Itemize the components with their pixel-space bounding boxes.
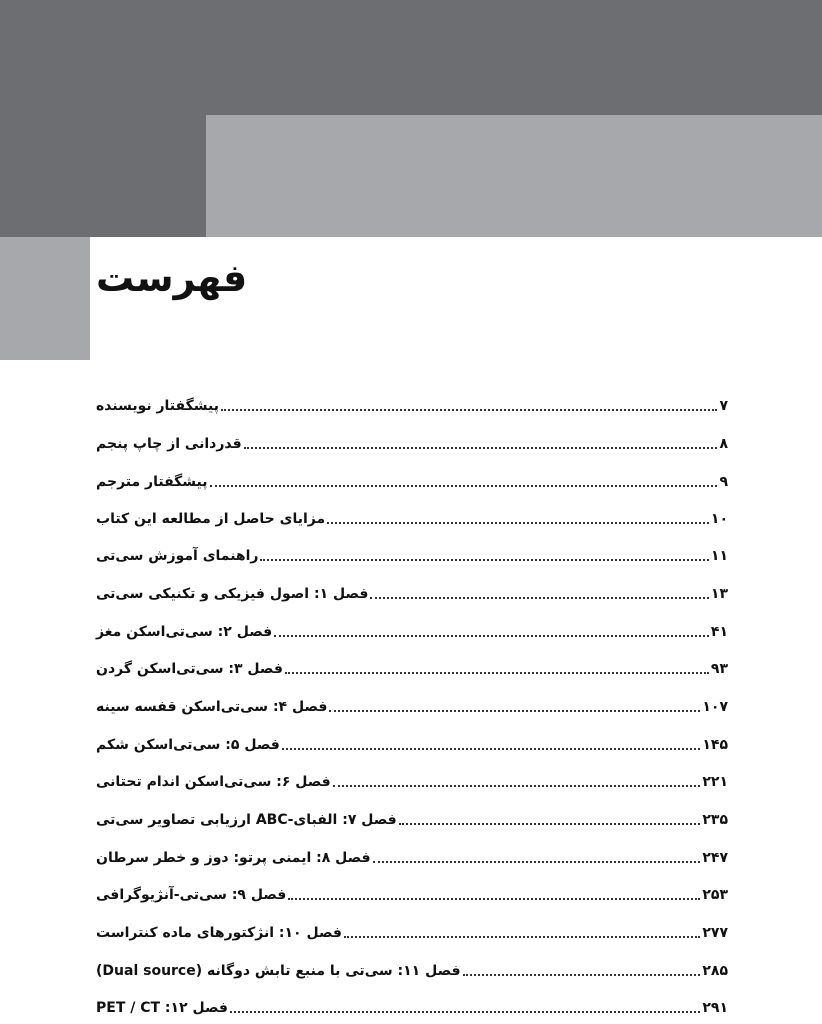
toc-page-number: ۲۹۱ (702, 1000, 728, 1016)
toc-entry-chapter-6[interactable] (96, 770, 728, 792)
toc-entry-chapter-7[interactable] (96, 808, 728, 830)
toc-page-number: ۱۴۵ (702, 737, 728, 753)
toc-entry-chapter-12[interactable] (96, 996, 728, 1018)
toc-entry-chapter-4[interactable] (96, 695, 728, 717)
toc-page-number: ۷ (719, 398, 728, 414)
toc-dot-leader (210, 485, 718, 487)
toc-entry-chapter-3[interactable] (96, 657, 728, 679)
toc-entry-title: مزایای حاصل از مطالعه این کتاب (96, 511, 326, 527)
toc-entry-title: راهنمای آموزش سی‌تی (96, 548, 259, 564)
toc-page-number: ۲۲۱ (702, 774, 728, 790)
toc-entry-acknowledgements[interactable] (96, 432, 728, 454)
toc-dot-leader (221, 409, 718, 411)
toc-dot-leader (344, 936, 700, 938)
toc-entry-title: پیشگفتار مترجم (96, 474, 208, 490)
toc-entry-chapter-2[interactable] (96, 620, 728, 642)
toc-entry-title: فصل ۵: سی‌تی‌اسکن شکم (96, 737, 280, 753)
toc-dot-leader (370, 597, 708, 599)
toc-entry-title: فصل ۱۱: سی‌تی با منبع تابش دوگانه (Dual source) (96, 963, 461, 979)
toc-entry-title: قدردانی از چاپ پنجم (96, 436, 242, 452)
toc-page-number: ۱۰۷ (702, 699, 728, 715)
toc-page-number: ۲۴۷ (702, 850, 728, 866)
toc-page-number: ۲۷۷ (702, 925, 728, 941)
toc-dot-leader (282, 748, 701, 750)
toc-entry-title: فصل ۱: اصول فیزیکی و تکنیکی سی‌تی (96, 586, 369, 602)
toc-page-number: ۲۳۵ (702, 812, 728, 828)
toc-dot-leader (373, 861, 701, 863)
toc-page-number: ۴۱ (710, 624, 728, 640)
toc-dot-leader (244, 447, 718, 449)
toc-entry-title: فصل ۳: سی‌تی‌اسکن گردن (96, 661, 283, 677)
toc-dot-leader (230, 1011, 700, 1013)
toc-page-number: ۱۰ (710, 511, 728, 527)
toc-dot-leader (260, 559, 708, 561)
toc-entry-chapter-9[interactable] (96, 883, 728, 905)
toc-entry-title: فصل ۱۲: PET / CT (96, 1000, 228, 1016)
toc-dot-leader (274, 635, 709, 637)
toc-entry-title: فصل ۲: سی‌تی‌اسکن مغز (96, 624, 273, 640)
toc-page-number: ۸ (719, 436, 728, 452)
toc-dot-leader (399, 823, 701, 825)
toc-dot-leader (288, 898, 700, 900)
toc-entry-title: فصل ۶: سی‌تی‌اسکن اندام تحتانی (96, 774, 331, 790)
toc-dot-leader (463, 974, 701, 976)
toc-entry-chapter-10[interactable] (96, 921, 728, 943)
toc-entry-ct-guide[interactable] (96, 544, 728, 566)
toc-page-number: ۲۸۵ (702, 963, 728, 979)
toc-dot-leader (285, 672, 709, 674)
toc-page-number: ۹ (719, 474, 728, 490)
toc-entry-title: فصل ۱۰: انژکتورهای ماده کنتراست (96, 925, 342, 941)
toc-entry-benefits[interactable] (96, 507, 728, 529)
page-title: فهرست (96, 256, 248, 300)
toc-entry-title: فصل ۸: ایمنی پرتو: دوز و خطر سرطان (96, 850, 371, 866)
toc-page-number: ۱۳ (710, 586, 728, 602)
toc-entry-chapter-1[interactable] (96, 582, 728, 604)
toc-dot-leader (329, 710, 700, 712)
toc-dot-leader (327, 522, 709, 524)
toc-entry-title: پیشگفتار نویسنده (96, 398, 219, 414)
toc-dot-leader (333, 785, 701, 787)
toc-entry-title: فصل ۹: سی‌تی-آنژیوگرافی (96, 887, 287, 903)
toc-entry-title: فصل ۴: سی‌تی‌اسکن قفسه سینه (96, 699, 328, 715)
toc-entry-chapter-11[interactable] (96, 959, 728, 981)
toc-entry-title: فصل ۷: الفبای-ABC ارزیابی تصاویر سی‌تی (96, 812, 397, 828)
toc-entry-translators-preface[interactable] (96, 470, 728, 492)
toc-page-number: ۹۳ (710, 661, 728, 677)
toc-entry-chapter-8[interactable] (96, 846, 728, 868)
toc-entry-chapter-5[interactable] (96, 733, 728, 755)
toc-page-number: ۱۱ (710, 548, 728, 564)
toc-entry-authors-preface[interactable] (96, 394, 728, 416)
toc-page-number: ۲۵۳ (702, 887, 728, 903)
